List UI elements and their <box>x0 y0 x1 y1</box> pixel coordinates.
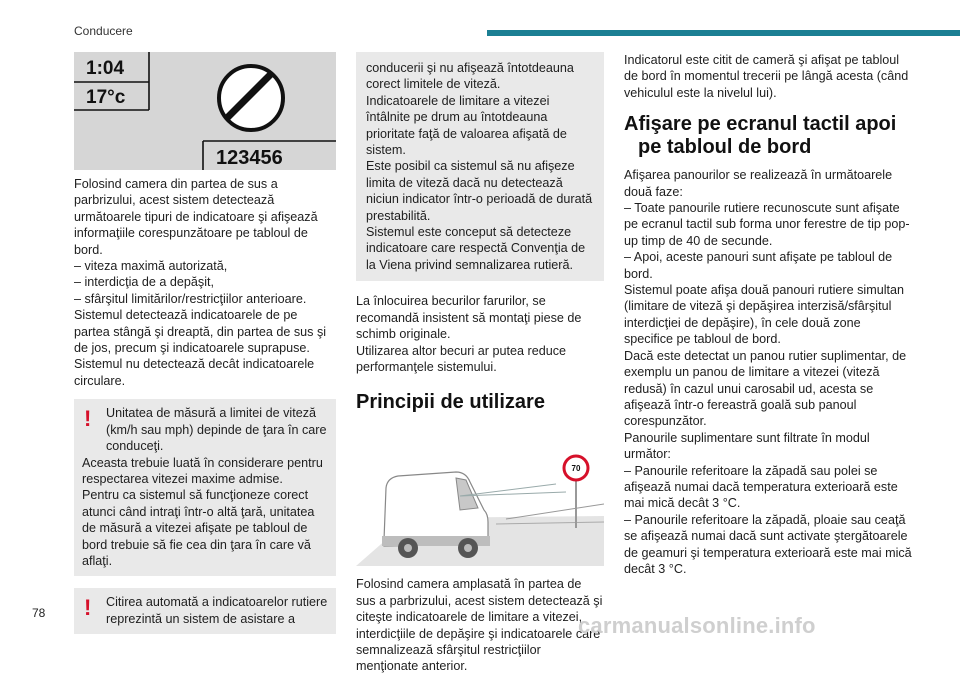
section-heading: Principii de utilizare <box>356 391 545 414</box>
list-item: – Apoi, aceste panouri sunt afişate pe tabloul de bord. <box>624 250 893 281</box>
paragraph: Sistemul detectează indicatoarele de pe partea stângă şi dreaptă, din partea de sus şi de jos, precum şi indicatoarele suprapuse. <box>74 308 327 356</box>
speed-limit-value: 70 <box>571 464 581 474</box>
paragraph: La înlocuirea becurilor farurilor, se recomandă insistent să montaţi piese de schimb originale. <box>356 294 582 342</box>
dashboard-illustration <box>74 52 336 170</box>
paragraph: Folosind camera din partea de sus a parbrizului, acest sistem detectează următoarele tipuri de indicatoare şi afişează informaţiile corespunzătoare pe tabloul de bord. <box>74 177 318 257</box>
page-number: 78 <box>32 606 46 620</box>
note-box <box>356 52 604 281</box>
warning-icon: ! <box>84 595 92 621</box>
note-text: Sistemul este conceput să detecteze indicatoare care respectă Convenţia de la Viena privind semnalizarea rutieră. <box>366 225 586 272</box>
dashboard-odometer: 123456 <box>216 147 283 169</box>
end-of-restrictions-sign-icon <box>219 66 283 130</box>
paragraph: Afişarea panourilor se realizează în următoarele două faze: <box>624 168 893 199</box>
note-text: Este posibil ca sistemul să nu afişeze limita de viteză dacă nu detectează niciun indicator într-o perioadă de durată prestabilită. <box>366 159 593 223</box>
list-item: – sfârşitul limitărilor/restricţiilor anterioare. <box>74 291 307 306</box>
list-item: – interdicţia de a depăşit, <box>74 275 215 290</box>
heading-line: Afişare pe ecranul tactil apoi <box>624 113 897 136</box>
note-text: Indicatoarele de limitare a vitezei întâlnite pe drum au întotdeauna prioritate faţă de valoarea afişată de sistem. <box>366 93 567 158</box>
warning-text: Citirea automată a indicatoarelor rutiere reprezintă un sistem de asistare a <box>106 595 328 626</box>
paragraph: Panourile suplimentare sunt filtrate în modul următor: <box>624 430 870 462</box>
paragraph: Sistemul poate afişa două panouri rutiere simultan (limitare de viteză şi depăşirea interzisă/sfârşitul interdicţiei de depăşire), în cele două zone specifice pe tabloul de bord. <box>624 283 905 347</box>
warning-text: Pentru ca sistemul să funcţioneze corect atunci când intraţi într-o altă ţară, unitatea de măsură a vitezei afişate pe tabloul de bord trebuie să fie cea din ţara în care vă aflaţi. <box>82 488 315 568</box>
list-item: – Panourile referitoare la zăpadă, ploaie sau ceaţă se afişează numai dacă sunt activate ştergătoarele de geamuri şi temperatura exterioară este mai mică decât 3 °C. <box>624 512 912 576</box>
van-illustration <box>356 448 604 566</box>
caption: Folosind camera amplasată în partea de sus a parbrizului, acest sistem detectează şi citeşte indicatoarele de limitare a vitezei, interdicţiile de depăşire şi indicatoarele care semnalizează sfârşitul restricţiilor menţionate anterior. <box>356 577 603 674</box>
heading-line: pe tabloul de bord <box>638 136 812 159</box>
paragraph: Utilizarea altor becuri ar putea reduce performanţele sistemului. <box>356 343 567 374</box>
dashboard-temperature: 17°c <box>86 87 126 108</box>
paragraph: Dacă este detectat un panou rutier suplimentar, de exemplu un panou de limitare a vitezei (viteză redusă) în cazul unui carosabil ud, acesta se afişează într-o fereastră goală sub panoul corespunzător. <box>624 348 907 429</box>
dashboard-time: 1:04 <box>86 58 125 79</box>
column-right <box>624 52 912 577</box>
paragraph: Indicatorul este citit de cameră şi afişat pe tabloul de bord în momentul trecerii pe lângă acesta (când vehiculul este la nivelul lui). <box>624 53 909 100</box>
list-item: – viteza maximă autorizată, <box>74 259 228 274</box>
warning-box <box>74 588 336 634</box>
header-rule <box>487 30 960 36</box>
list-item: – Panourile referitoare la zăpadă sau polei se afişează numai dacă temperatura exterioară este mai mică decât 3 °C. <box>624 463 898 511</box>
paragraph: Sistemul nu detectează decât indicatoarele circulare. <box>74 357 315 388</box>
section-heading <box>624 113 912 159</box>
list-item: – Toate panourile rutiere recunoscute sunt afişate pe ecranul tactil sub forma unor ferestre de tip pop-up timp de 40 de secunde. <box>624 201 910 248</box>
warning-icon: ! <box>84 406 92 432</box>
watermark: carmanualsonline.info <box>578 613 816 638</box>
warning-box <box>74 399 336 576</box>
warning-text: Unitatea de măsură a limitei de viteză (km/h sau mph) depinde de ţara în care conduceţi. <box>106 406 327 454</box>
column-middle <box>356 52 604 675</box>
note-text: conducerii şi nu afişează întotdeauna corect limitele de viteză. <box>366 61 574 92</box>
column-left <box>74 52 336 646</box>
warning-text: Aceasta trebuie luată în considerare pentru respectarea vitezei maxime admise. <box>82 455 323 486</box>
section-name: Conducere <box>74 24 133 38</box>
